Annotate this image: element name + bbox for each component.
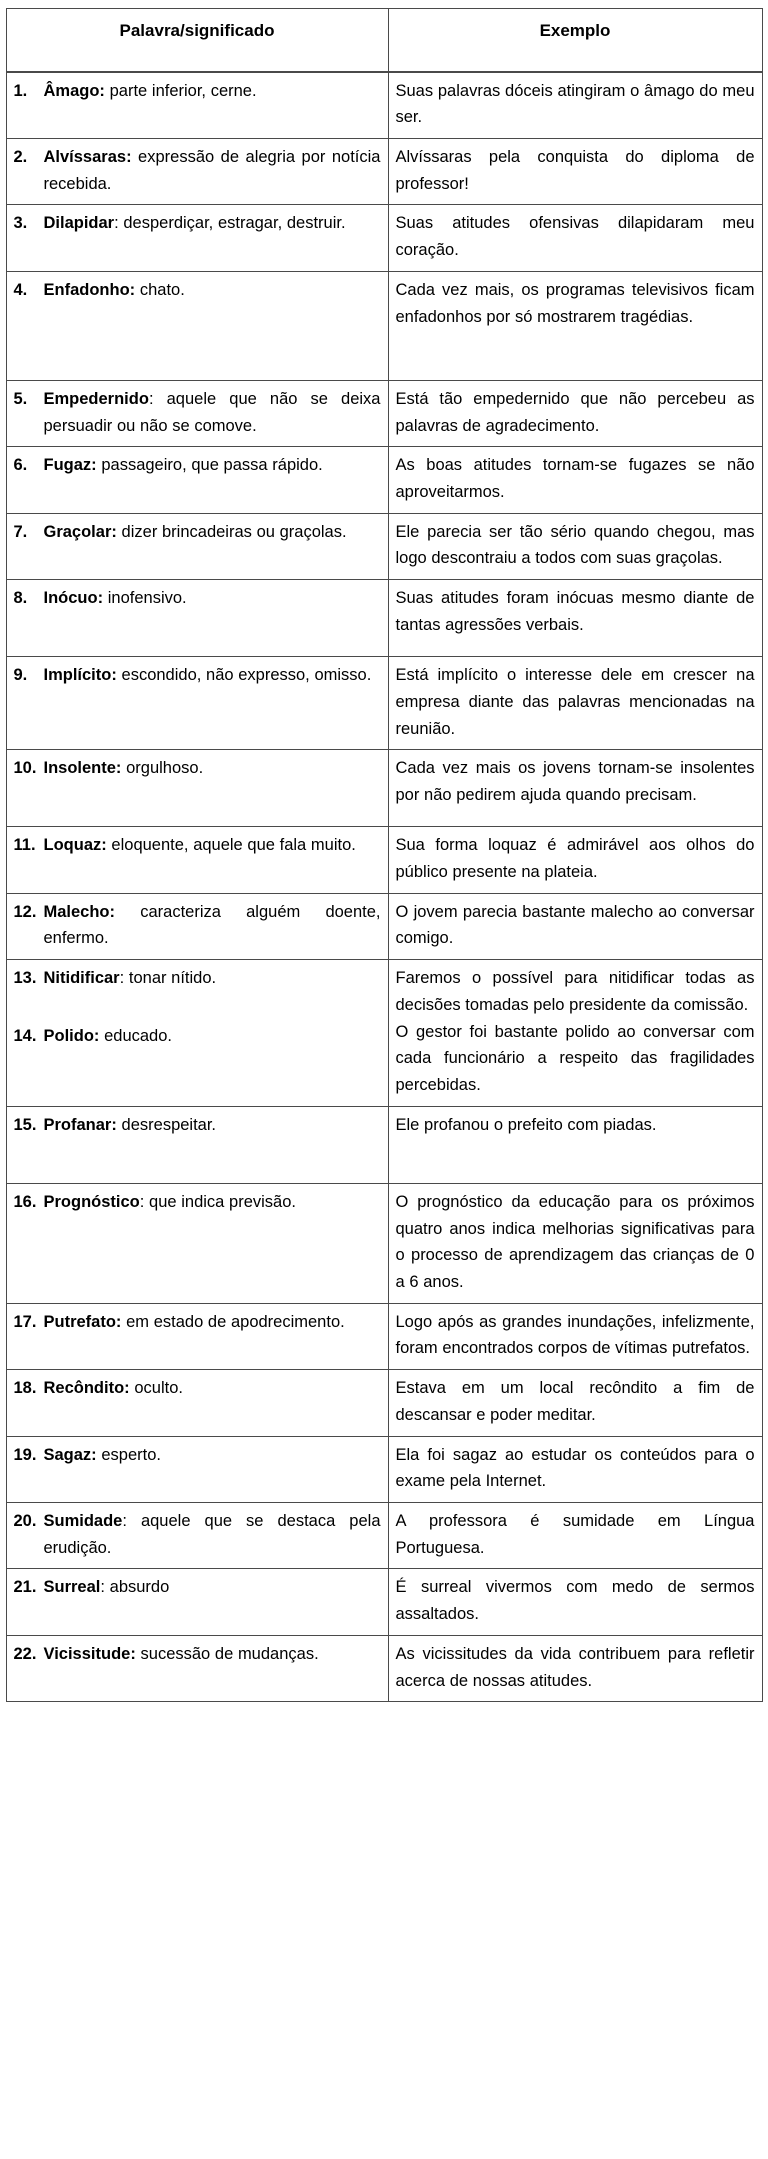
word-cell <box>6 960 388 1107</box>
table-row <box>6 138 762 204</box>
entry-number: 12. <box>13 902 37 921</box>
entry-body <box>44 1189 381 1216</box>
entry-term: Polido: <box>43 1026 100 1045</box>
table-header <box>6 9 762 72</box>
example-cell <box>388 271 762 380</box>
entry-body <box>44 1375 381 1402</box>
table-body <box>6 72 762 1702</box>
example-cell <box>388 1106 762 1183</box>
entry-term: Nitidificar <box>43 969 120 988</box>
entry-definition: dizer brincadeiras ou graçolas. <box>116 522 347 541</box>
entry-term: Vicissitude: <box>43 1644 136 1663</box>
example-cell <box>388 72 762 139</box>
example-sentence: O gestor foi bastante polido ao conversar com cada funcionário a respeito das fragilidades percebidas. <box>395 1022 755 1095</box>
vocabulary-entry <box>14 1309 381 1336</box>
entry-term: Prognóstico <box>43 1192 140 1211</box>
entry-body <box>44 585 381 612</box>
entry-number: 19. <box>13 1445 37 1464</box>
example-sentence: As boas atitudes tornam-se fugazes se não aproveitarmos. <box>395 456 755 501</box>
table-row <box>6 1183 762 1303</box>
entry-definition: expressão de alegria por notícia recebida. <box>43 147 381 193</box>
example-cell <box>388 138 762 204</box>
entry-definition: eloquente, aquele que fala muito. <box>106 836 356 855</box>
table-row <box>6 271 762 380</box>
entry-body <box>44 1641 381 1668</box>
vocabulary-entry <box>14 832 381 859</box>
entry-definition: : que indica previsão. <box>139 1192 296 1211</box>
entry-definition: sucessão de mudanças. <box>135 1644 319 1663</box>
example-sentence: Logo após as grandes inundações, infelizmente, foram encontrados corpos de vítimas putrefatos. <box>395 1312 755 1358</box>
entry-body <box>44 144 381 197</box>
entry-definition: : tonar nítido. <box>119 969 217 988</box>
word-cell <box>6 1502 388 1568</box>
vocabulary-entry <box>14 78 381 105</box>
example-cell <box>388 1569 762 1635</box>
entry-term: Graçolar: <box>43 522 117 541</box>
entry-number: 9. <box>13 666 28 685</box>
entry-definition: orgulhoso. <box>121 759 204 778</box>
vocabulary-entry <box>14 144 381 197</box>
word-cell <box>6 513 388 579</box>
entry-body <box>44 662 381 689</box>
example-cell <box>388 827 762 893</box>
header-row <box>6 9 762 72</box>
entry-definition: : aquele que não se deixa persuadir ou não se comove. <box>43 389 381 435</box>
entry-number: 8. <box>13 589 28 608</box>
entry-term: Implícito: <box>43 666 117 685</box>
table-row <box>6 447 762 513</box>
entry-definition: desrespeitar. <box>116 1115 217 1134</box>
example-sentence: Cada vez mais, os programas televisivos ficam enfadonhos por só mostrarem tragédias. <box>395 280 755 326</box>
word-cell <box>6 447 388 513</box>
entry-number: 14. <box>13 1026 37 1045</box>
example-sentence: Estava em um local recôndito a fim de descansar e poder meditar. <box>395 1379 755 1424</box>
vocabulary-entry <box>14 1442 381 1469</box>
entry-definition: caracteriza alguém doente, enfermo. <box>43 902 381 948</box>
example-cell <box>388 893 762 959</box>
example-cell <box>388 1183 762 1303</box>
vocabulary-entry <box>14 210 381 237</box>
entry-definition: chato. <box>135 280 185 299</box>
entry-number: 15. <box>13 1115 37 1134</box>
example-sentence: Cada vez mais os jovens tornam-se insolentes por não pedirem ajuda quando precisam. <box>395 759 755 805</box>
entry-body <box>44 1442 381 1469</box>
entry-term: Inócuo: <box>43 589 104 608</box>
entry-term: Recôndito: <box>43 1379 130 1398</box>
word-cell <box>6 1635 388 1701</box>
word-cell <box>6 1370 388 1436</box>
table-row <box>6 1569 762 1635</box>
example-cell <box>388 1436 762 1502</box>
table-row <box>6 580 762 657</box>
vocabulary-entry <box>14 755 381 782</box>
entry-term: Putrefato: <box>43 1312 122 1331</box>
example-cell <box>388 1303 762 1369</box>
example-sentence: Ele profanou o prefeito com piadas. <box>395 1115 657 1134</box>
entry-number: 13. <box>13 969 37 988</box>
entry-body <box>44 1574 381 1601</box>
entry-body <box>44 1023 381 1050</box>
table-row <box>6 960 762 1107</box>
entry-body <box>44 277 381 304</box>
entry-number: 6. <box>13 456 28 475</box>
entry-term: Loquaz: <box>43 836 107 855</box>
example-sentence: As vicissitudes da vida contribuem para refletir acerca de nossas atitudes. <box>395 1644 755 1690</box>
table-row <box>6 1370 762 1436</box>
example-sentence: Alvíssaras pela conquista do diploma de professor! <box>395 147 755 193</box>
example-sentence: Suas atitudes foram inócuas mesmo diante de tantas agressões verbais. <box>395 589 755 634</box>
entry-definition: inofensivo. <box>103 589 187 608</box>
example-cell <box>388 657 762 750</box>
example-cell <box>388 1370 762 1436</box>
example-cell <box>388 580 762 657</box>
entry-number: 1. <box>13 81 28 100</box>
example-sentence: Ele parecia ser tão sério quando chegou, mas logo descontraiu a todos com suas graçolas. <box>395 522 755 568</box>
example-sentence: Sua forma loquaz é admirável aos olhos do público presente na plateia. <box>395 836 755 882</box>
entry-number: 10. <box>13 759 37 778</box>
example-sentence: É surreal vivermos com medo de sermos assaltados. <box>395 1578 755 1624</box>
table-row <box>6 72 762 139</box>
table-row <box>6 893 762 959</box>
vocabulary-entry <box>14 386 381 439</box>
example-cell <box>388 750 762 827</box>
entry-number: 4. <box>13 280 28 299</box>
entry-body <box>44 386 381 439</box>
entry-term: Enfadonho: <box>43 280 136 299</box>
entry-body <box>44 965 381 992</box>
word-cell <box>6 1106 388 1183</box>
word-cell <box>6 380 388 446</box>
example-cell <box>388 1635 762 1701</box>
entry-definition: esperto. <box>96 1445 161 1464</box>
vocabulary-entry <box>14 899 381 952</box>
table-row <box>6 827 762 893</box>
entry-number: 5. <box>13 389 28 408</box>
entry-number: 11. <box>13 836 36 855</box>
table-row <box>6 1502 762 1568</box>
word-cell <box>6 1303 388 1369</box>
entry-body <box>44 1112 381 1139</box>
entry-definition: oculto. <box>129 1379 183 1398</box>
word-cell <box>6 750 388 827</box>
vocabulary-entry <box>14 452 381 479</box>
entry-definition: parte inferior, cerne. <box>104 81 257 100</box>
entry-definition: : absurdo <box>100 1578 170 1597</box>
example-sentence: Está implícito o interesse dele em crescer na empresa diante das palavras mencionadas na reunião. <box>395 666 755 738</box>
entry-term: Dilapidar <box>43 214 115 233</box>
entry-term: Empedernido <box>43 389 149 408</box>
word-cell <box>6 1183 388 1303</box>
entry-body <box>44 832 381 859</box>
entry-definition: : aquele que se destaca pela erudição. <box>43 1511 381 1557</box>
word-cell <box>6 271 388 380</box>
word-cell <box>6 72 388 139</box>
word-cell <box>6 1569 388 1635</box>
entry-body <box>44 899 381 952</box>
example-sentence: O prognóstico da educação para os próximos quatro anos indica melhorias significativas para o processo de aprendizagem das crianças de 0 a 6 anos. <box>395 1192 755 1291</box>
example-sentence: Ela foi sagaz ao estudar os conteúdos para o exame pela Internet. <box>395 1445 755 1491</box>
vocabulary-entry <box>14 277 381 304</box>
entry-body <box>44 519 381 546</box>
entry-definition: em estado de apodrecimento. <box>121 1312 345 1331</box>
entry-term: Insolente: <box>43 759 122 778</box>
entry-definition: passageiro, que passa rápido. <box>96 456 323 475</box>
example-cell <box>388 447 762 513</box>
entry-number: 17. <box>13 1312 37 1331</box>
table-row <box>6 1303 762 1369</box>
example-sentence: Suas atitudes ofensivas dilapidaram meu coração. <box>395 214 755 260</box>
entry-term: Sumidade <box>43 1511 123 1530</box>
table-row <box>6 513 762 579</box>
table-row <box>6 1106 762 1183</box>
entry-number: 21. <box>13 1578 37 1597</box>
entry-body <box>44 755 381 782</box>
entry-term: Profanar: <box>43 1115 117 1134</box>
vocabulary-entry <box>14 585 381 612</box>
word-cell <box>6 580 388 657</box>
vocabulary-entry <box>14 1112 381 1139</box>
entry-term: Sagaz: <box>43 1445 97 1464</box>
entry-body <box>44 210 381 237</box>
example-sentence: Suas palavras dóceis atingiram o âmago do meu ser. <box>395 81 755 127</box>
entry-term: Malecho: <box>43 902 116 921</box>
entry-definition: : desperdiçar, estragar, destruir. <box>114 214 346 233</box>
word-cell <box>6 205 388 271</box>
entry-number: 7. <box>13 522 28 541</box>
vocabulary-entry <box>14 1023 381 1050</box>
vocabulary-entry <box>14 1375 381 1402</box>
entry-body <box>44 78 381 105</box>
entry-number: 3. <box>13 214 28 233</box>
vocabulary-entry <box>14 965 381 992</box>
entry-number: 18. <box>13 1379 37 1398</box>
table-row <box>6 657 762 750</box>
entry-body <box>44 452 381 479</box>
example-sentence: Faremos o possível para nitidificar todas as decisões tomadas pelo presidente da comissão. <box>395 969 755 1014</box>
entry-term: Fugaz: <box>43 456 97 475</box>
entry-definition: educado. <box>99 1026 172 1045</box>
word-cell <box>6 657 388 750</box>
table-row <box>6 205 762 271</box>
vocabulary-table <box>6 8 763 1702</box>
word-cell <box>6 893 388 959</box>
entry-body <box>44 1309 381 1336</box>
word-cell <box>6 1436 388 1502</box>
entry-body <box>44 1508 381 1561</box>
word-cell <box>6 827 388 893</box>
example-sentence: A professora é sumidade em Língua Portuguesa. <box>395 1511 755 1557</box>
entry-definition: escondido, não expresso, omisso. <box>116 666 372 685</box>
table-row <box>6 750 762 827</box>
vocabulary-entry <box>14 1574 381 1601</box>
entry-number: 16. <box>13 1192 37 1211</box>
vocabulary-entry <box>14 1641 381 1668</box>
entry-number: 22. <box>13 1644 37 1663</box>
entry-term: Surreal <box>43 1578 101 1597</box>
example-cell <box>388 1502 762 1568</box>
column-header-example: Exemplo <box>388 9 762 72</box>
entry-term: Alvíssaras: <box>43 147 132 166</box>
column-header-word: Palavra/significado <box>6 9 388 72</box>
vocabulary-entry <box>14 1189 381 1216</box>
example-sentence: O jovem parecia bastante malecho ao conversar comigo. <box>395 902 755 948</box>
vocabulary-entry <box>14 662 381 689</box>
example-cell <box>388 513 762 579</box>
table-row <box>6 1436 762 1502</box>
entry-number: 20. <box>13 1511 37 1530</box>
example-sentence: Está tão empedernido que não percebeu as palavras de agradecimento. <box>395 389 755 435</box>
vocabulary-entry <box>14 519 381 546</box>
example-cell <box>388 960 762 1107</box>
table-row <box>6 380 762 446</box>
example-cell <box>388 205 762 271</box>
word-cell <box>6 138 388 204</box>
entry-number: 2. <box>13 147 28 166</box>
vocabulary-entry <box>14 1508 381 1561</box>
entry-term: Âmago: <box>43 81 105 100</box>
example-cell <box>388 380 762 446</box>
table-row <box>6 1635 762 1701</box>
